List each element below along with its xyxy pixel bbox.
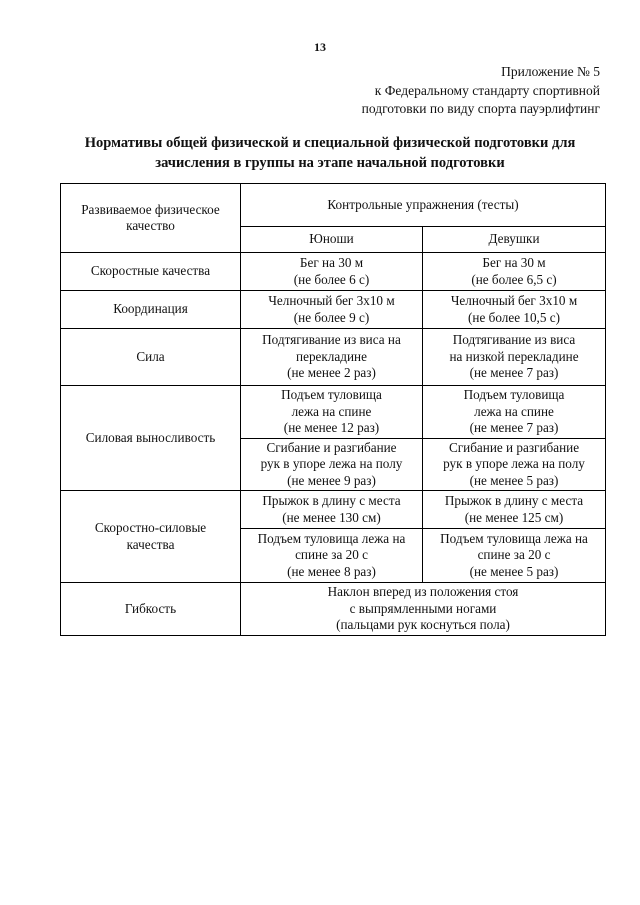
boys-cell: Челночный бег 3х10 м (не более 9 с) <box>241 291 423 329</box>
quality-cell: Силовая выносливость <box>61 386 241 491</box>
boys-cell: Подъем туловища лежа на спине (не менее 12 раз) <box>241 386 423 439</box>
table-row <box>61 386 606 439</box>
header-girls: Девушки <box>423 227 606 253</box>
appendix-line: подготовки по виду спорта пауэрлифтинг <box>361 101 600 116</box>
table-row <box>61 291 606 329</box>
quality-cell: Сила <box>61 329 241 386</box>
boys-cell: Сгибание и разгибание рук в упоре лежа на полу (не менее 9 раз) <box>241 438 423 491</box>
boys-cell: Подъем туловища лежа на спине за 20 с (не менее 8 раз) <box>241 529 423 583</box>
appendix-line: Приложение № 5 <box>501 64 600 79</box>
header-tests: Контрольные упражнения (тесты) <box>241 184 606 227</box>
document-title <box>60 133 600 173</box>
quality-cell: Гибкость <box>61 583 241 636</box>
girls-cell: Сгибание и разгибание рук в упоре лежа на полу (не менее 5 раз) <box>423 438 606 491</box>
table-header-row <box>61 184 606 227</box>
header-boys: Юноши <box>241 227 423 253</box>
quality-cell: Скоростно-силовые качества <box>61 491 241 583</box>
girls-cell: Прыжок в длину с места (не менее 125 см) <box>423 491 606 529</box>
table-row <box>61 491 606 529</box>
quality-cell: Скоростные качества <box>61 253 241 291</box>
appendix-header <box>280 63 600 119</box>
boys-cell: Подтягивание из виса на перекладине (не менее 2 раз) <box>241 329 423 386</box>
table-row <box>61 583 606 636</box>
header-quality: Развиваемое физическое качество <box>61 184 241 253</box>
boys-cell: Прыжок в длину с места (не менее 130 см) <box>241 491 423 529</box>
girls-cell: Подъем туловища лежа на спине (не менее 7 раз) <box>423 386 606 439</box>
boys-cell: Бег на 30 м (не более 6 с) <box>241 253 423 291</box>
page-number: 13 <box>314 40 326 54</box>
test-cell: Наклон вперед из положения стоя с выпрямленными ногами (пальцами рук коснуться пола) <box>241 583 606 636</box>
title-line: зачисления в группы на этапе начальной подготовки <box>155 155 505 171</box>
girls-cell: Бег на 30 м (не более 6,5 с) <box>423 253 606 291</box>
girls-cell: Челночный бег 3х10 м (не более 10,5 с) <box>423 291 606 329</box>
norms-table <box>60 183 606 636</box>
appendix-line: к Федеральному стандарту спортивной <box>374 82 600 98</box>
girls-cell: Подтягивание из виса на низкой перекладине (не менее 7 раз) <box>423 329 606 386</box>
title-line: Нормативы общей физической и специальной физической подготовки для <box>84 135 576 151</box>
table-row <box>61 329 606 386</box>
girls-cell: Подъем туловища лежа на спине за 20 с (не менее 5 раз) <box>423 529 606 583</box>
table-row <box>61 253 606 291</box>
quality-cell: Координация <box>61 291 241 329</box>
